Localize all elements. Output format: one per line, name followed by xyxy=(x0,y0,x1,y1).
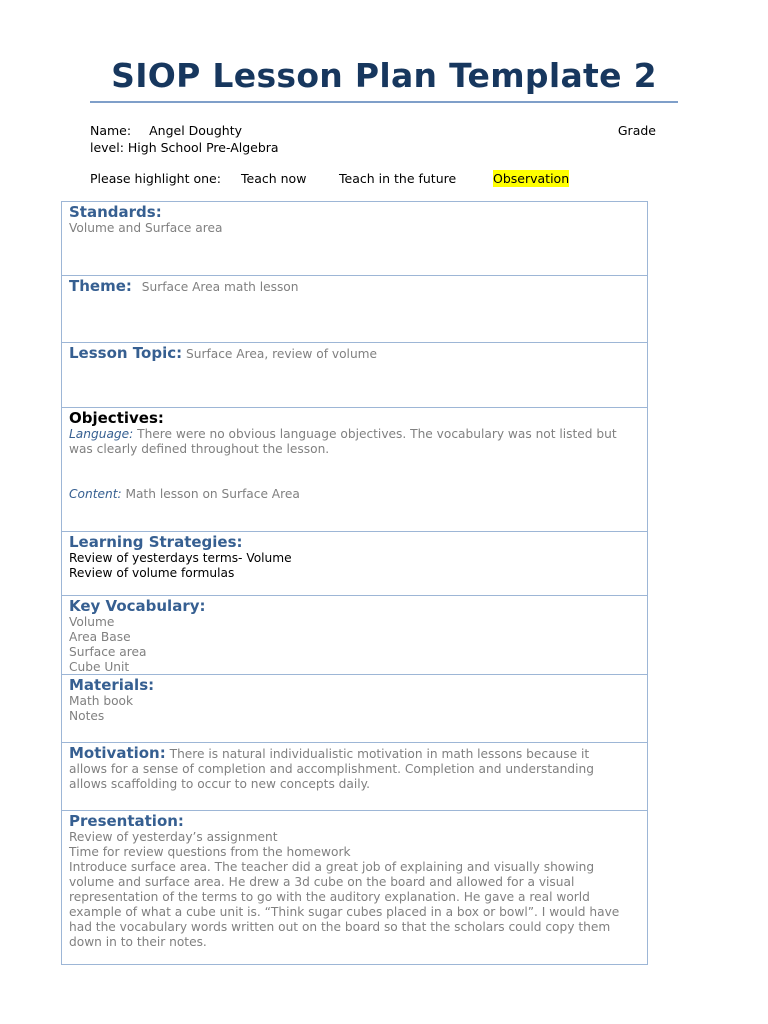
learning-strategies-heading: Learning Strategies: xyxy=(69,533,243,551)
motivation-text-line: allows for a sense of completion and accomplishment. Completion and understanding xyxy=(69,762,594,776)
highlight-prompt: Please highlight one: xyxy=(90,171,221,186)
name-label: Name: xyxy=(90,123,132,138)
theme-text: Surface Area math lesson xyxy=(141,280,299,294)
vocabulary-item: Surface area xyxy=(69,645,147,659)
presentation-heading: Presentation: xyxy=(69,812,184,830)
content-label: Content: xyxy=(69,487,122,501)
standards-heading: Standards: xyxy=(69,203,162,221)
language-label: Language: xyxy=(69,427,134,441)
grade-level: level: High School Pre-Algebra xyxy=(90,140,279,155)
material-item: Notes xyxy=(69,709,105,723)
language-text-continued: was clearly defined throughout the lesson. xyxy=(69,442,330,456)
key-vocabulary-heading: Key Vocabulary: xyxy=(69,597,206,615)
option-observation: Observation xyxy=(493,171,570,186)
presentation-line: Review of yesterday’s assignment xyxy=(69,830,278,844)
standards-text: Volume and Surface area xyxy=(69,221,223,235)
presentation-line: example of what a cube unit is. “Think sugar cubes placed in a box or bowl”. I would have xyxy=(69,905,620,919)
presentation-section xyxy=(61,810,648,965)
vocabulary-item: Volume xyxy=(69,615,115,629)
presentation-line: had the vocabulary words written out on the board so that the scholars could copy them xyxy=(69,920,611,934)
presentation-line: down in to their notes. xyxy=(69,935,207,949)
header-info xyxy=(90,122,656,156)
name-value: Angel Doughty xyxy=(149,123,242,138)
presentation-line: representation of the terms to go with the auditory explanation. He gave a real world xyxy=(69,890,590,904)
objectives-heading: Objectives: xyxy=(69,409,164,427)
material-item: Math book xyxy=(69,694,134,708)
language-text: There were no obvious language objectives. The vocabulary was not listed but xyxy=(137,427,617,441)
theme-section xyxy=(61,275,648,343)
lesson-topic-text: Surface Area, review of volume xyxy=(185,347,378,361)
materials-section xyxy=(61,674,648,743)
key-vocabulary-section xyxy=(61,595,648,675)
presentation-line: volume and surface area. He drew a 3d cube on the board and allowed for a visual xyxy=(69,875,575,889)
option-teach-now: Teach now xyxy=(241,171,307,186)
standards-section xyxy=(61,201,648,276)
objectives-section xyxy=(61,407,648,532)
page-title: SIOP Lesson Plan Template 2 xyxy=(111,56,657,95)
strategy-item: Review of volume formulas xyxy=(69,566,235,580)
materials-heading: Materials: xyxy=(69,676,155,694)
vocabulary-item: Area Base xyxy=(69,630,131,644)
presentation-line: Introduce surface area. The teacher did a great job of explaining and visually showing xyxy=(69,860,595,874)
motivation-section xyxy=(61,742,648,811)
presentation-line: Time for review questions from the homework xyxy=(69,845,351,859)
theme-heading: Theme: xyxy=(69,277,132,295)
motivation-heading: Motivation: xyxy=(69,744,166,762)
content-text: Math lesson on Surface Area xyxy=(125,487,300,501)
lesson-topic-heading: Lesson Topic: xyxy=(69,344,183,362)
vocabulary-item: Cube Unit xyxy=(69,660,130,674)
motivation-text: There is natural individualistic motivation in math lessons because it xyxy=(169,747,590,761)
strategy-item: Review of yesterdays terms- Volume xyxy=(69,551,292,565)
grade-label: Grade xyxy=(617,123,656,138)
title-underline xyxy=(90,101,678,103)
lesson-topic-section xyxy=(61,342,648,408)
learning-strategies-section xyxy=(61,531,648,596)
motivation-text-line: allows scaffolding to occur to new concepts daily. xyxy=(69,777,370,791)
option-teach-future: Teach in the future xyxy=(339,171,457,186)
